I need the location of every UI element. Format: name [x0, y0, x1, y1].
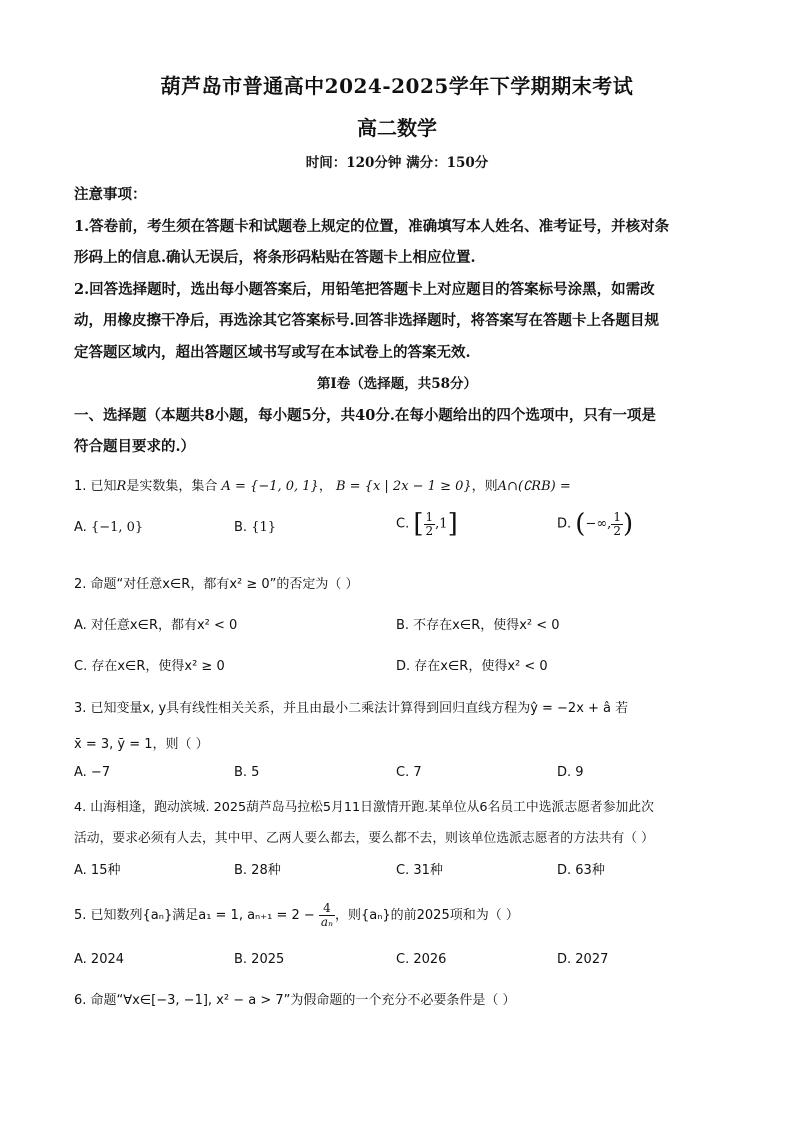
question-6-stem: 6. 命题“∀x∈[−3, −1], x² − a > 7”为假命题的一个充分不必要条件是（ ）	[74, 993, 516, 1008]
q3-option-b: B. 5	[234, 765, 260, 780]
q1-option-b: B. {1}	[234, 520, 277, 535]
question-4-stem-2: 活动，要求必须有人去，其中甲、乙两人要么都去，要么都不去，则该单位选派志愿者的方法共有（ ）	[74, 831, 654, 846]
set-expression: A∩(∁RB) =	[497, 479, 571, 494]
q5-option-d: D. 2027	[557, 952, 609, 967]
q1-option-c: C. [ $\frac{1}{2}$ ,1]	[396, 509, 458, 539]
q2-option-a: A. 对任意x∈R，都有x² < 0	[74, 618, 238, 633]
notes-line-4: 动，用橡皮擦干净后，再选涂其它答案标号.回答非选择题时，将答案写在答题卡上各题目规	[74, 312, 660, 329]
q2-option-d: D. 存在x∈R，使得x² < 0	[396, 659, 548, 674]
notes-heading: 注意事项：	[74, 186, 147, 203]
set-a: A = {−1, 0, 1}	[221, 479, 319, 494]
q2-option-b: B. 不存在x∈R，使得x² < 0	[396, 618, 560, 633]
notes-line-2: 形码上的信息.确认无误后，将条形码粘贴在答题卡上相应位置.	[74, 249, 476, 266]
notes-line-3: 2.回答选择题时，选出每小题答案后，用铅笔把答题卡上对应题目的答案标号涂黑，如需改	[74, 281, 655, 298]
exam-time-info: 时间：120分钟 满分：150分	[305, 155, 489, 171]
question-3-stem-1: 3. 已知变量x, y具有线性相关关系，并且由最小二乘法计算得到回归直线方程为ŷ = −2x + â 若	[74, 701, 629, 716]
q1-option-d: D. (−∞, $\frac{1}{2}$ )	[557, 509, 634, 539]
question-4-stem-1: 4. 山海相逢，跑动滨城. 2025葫芦岛马拉松5月11日激情开跑.某单位从6名员工中选派志愿者参加此次	[74, 800, 654, 815]
section-instruction-2: 符合题目要求的.）	[74, 438, 196, 455]
q4-option-a: A. 15种	[74, 863, 121, 878]
part-title: 第Ⅰ卷（选择题，共58分）	[316, 376, 478, 392]
exam-subject: 高二数学	[357, 116, 437, 140]
q5-option-a: A. 2024	[74, 952, 125, 967]
q4-option-b: B. 28种	[234, 863, 281, 878]
q4-option-c: C. 31种	[396, 863, 443, 878]
q3-option-a: A. −7	[74, 765, 111, 780]
notes-line-5: 定答题区域内，超出答题区域书写或写在本试卷上的答案无效.	[74, 344, 471, 361]
question-5-stem: 5. 已知数列{aₙ}满足a₁ = 1, aₙ₊₁ = 2 − $\frac{4}{\text{aₙ}}$ ，则{aₙ}的前2025项和为（ ）	[74, 901, 519, 929]
q1-option-a: A. {−1, 0}	[74, 520, 144, 535]
q5-option-c: C. 2026	[396, 952, 447, 967]
question-3-stem-2: x̄ = 3, ȳ = 1，则（ ）	[74, 737, 209, 752]
set-b: B = {x | 2x − 1 ≥ 0}	[335, 479, 472, 494]
q5-option-b: B. 2025	[234, 952, 285, 967]
section-instruction-1: 一、选择题（本题共8小题，每小题5分，共40分.在每小题给出的四个选项中，只有一项是	[74, 407, 656, 424]
q2-option-c: C. 存在x∈R，使得x² ≥ 0	[74, 659, 225, 674]
exam-title: 葫芦岛市普通高中2024-2025学年下学期期末考试	[160, 74, 634, 98]
question-1-stem: 1. 已知R是实数集，集合 A = {−1, 0, 1}， B = {x | 2x − 1 ≥ 0}，则A∩(∁RB) =	[74, 479, 571, 494]
notes-line-1: 1.答卷前，考生须在答题卡和试题卷上规定的位置，准确填写本人姓名、准考证号，并核对条	[74, 218, 670, 235]
q3-option-c: C. 7	[396, 765, 422, 780]
fraction-4-over-an: $\frac{4}{\text{aₙ}}$	[320, 901, 333, 929]
q3-option-d: D. 9	[557, 765, 584, 780]
question-2-stem: 2. 命题“对任意x∈R，都有x² ≥ 0”的否定为（ ）	[74, 577, 359, 592]
q4-option-d: D. 63种	[557, 863, 605, 878]
